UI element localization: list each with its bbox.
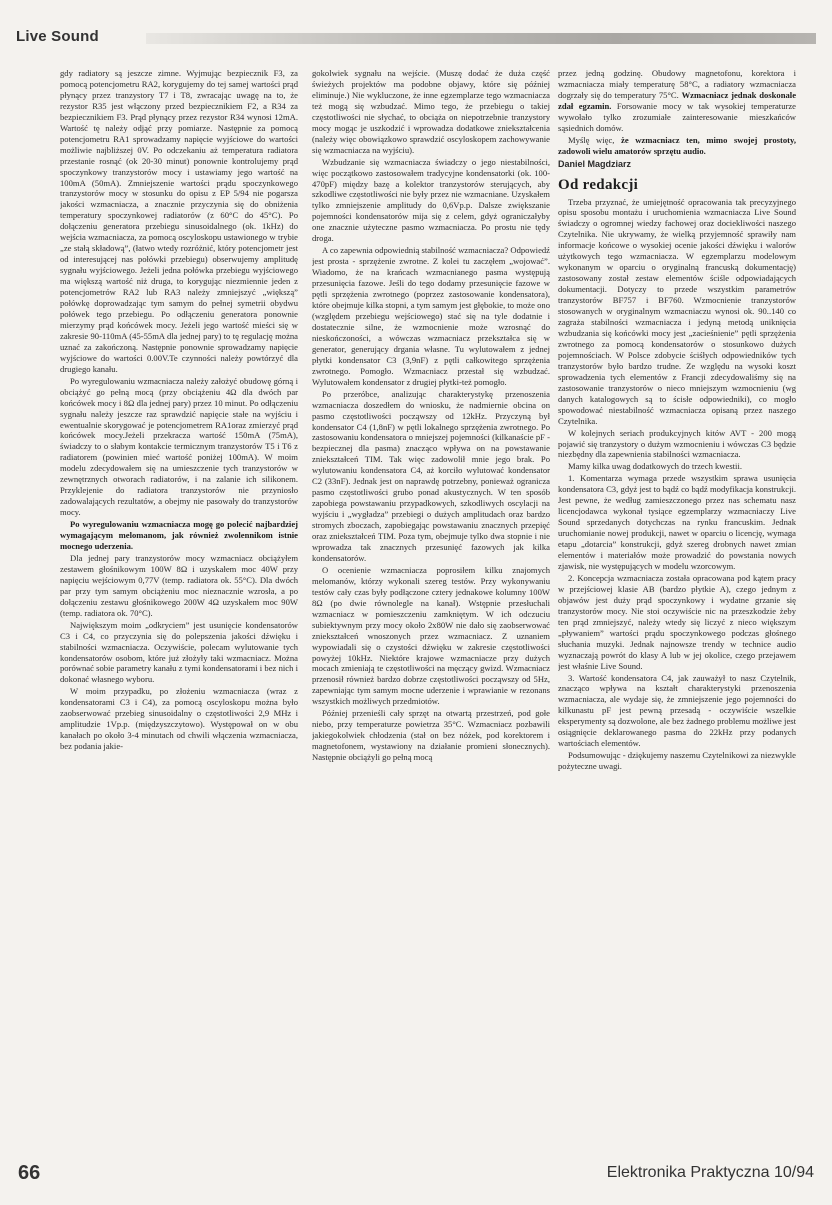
paragraph: O ocenienie wzmacniacza poprosiłem kilku znajomych melomanów, którzy wykonali szereg testów. Przy wykonywaniu testów cały czas były podłączone cztery jednakowe kolumny 100W 8Ω (po dwie równolegle na kanał). Wstępnie przesłuchali wzmacniacz w pomieszczeniu zamkniętym. W ich odczuciu subiektywnym przy mocy około 2x80W nie dało się zaobserwować zniekształceń wnoszonych przez wzmacniacz. Z uznaniem wypowiadali się o czystości dźwięku w zakresie częstotliwości powyżej 10kHz. Niektóre krajowe wzmacniacze przy dużych mocach zmieniają te częstotliwości na męczący gwizd. Wzmacniacz przenosił również bardzo dobrze częstotliwości począwszy od 5Hz, zapewniając tym samym mocne uderzenie i wprawianie w rezonans wszystkich możliwych przedmiotów. <box>312 564 550 707</box>
bold-span: Wzmacniacz jednak doskonale zdał egzamin. <box>558 89 796 111</box>
paragraph: Podsumowując - dziękujemy naszemu Czytelnikowi za niezwykle pożyteczne uwagi. <box>558 750 796 772</box>
paragraph <box>558 68 796 134</box>
paragraph: Po wyregulowaniu wzmacniacza należy założyć obudowę górną i obciążyć go pełną mocą (przy obciążeniu 4Ω dla dwóch par końcówek mocy i 8Ω dla jednej pary) przez 10 minut. Po odłączeniu sygnału należy jeszcze raz sprawdzić napięcie stałe na wyjściu i ewentualnie skorygować je potencjometrem RA1oraz zmierzyć prąd końcówek mocy.Jeżeli przekracza wartość 150mA (75mA), świadczy to o słabym kontakcie termicznym tranzystorów T5 i T6 z radiatorem (powinien mieć wartość poniżej 100mA). W moim modelu zdecydowałem się na umieszczenie tych tranzystorów w zewnętrznych otworach radiatorów, i na zalanie ich silikonem. Przyklejenie do radiatora tranzystorów nie przyniosło zadowalających rezultatów, a obejmy nie pasowały do tranzystorów mocy. <box>60 375 298 518</box>
text-span: przez jedną godzinę. Obudowy magnetofonu, korektora i wzmacniacza miały temperaturę 58°C, a radiatory wzmacniacza dogrzały się do temperatury 75°C. <box>558 68 796 100</box>
paragraph: Po przeróbce, analizując charakterystykę przenoszenia wzmacniacza doszedłem do wniosku, że nadmiernie obcina on pasmo częstotliwości począwszy od 12kHz. Przyczyną był kondensator C4 (1,8nF) w pętli lokalnego sprzężenia zwrotnego. Po zastosowaniu kondensatora o mniejszej pojemności (kilkanaście pF - bezpiecznej dla pasma) znacząco wpływa on na powstawanie zniekształceń TIM. Tak więc zadowolił mnie jego brak. Po wylutowaniu kondensatora C4, aż korciło wylutować kondensator C2 (33nF). Jednak jest on naprawdę potrzebny, ponieważ ogranicza pasmo częstotliwości grubo ponad akustycznych. W ten sposób zapobiega powstawaniu przypadkowych, szkodliwych oscylacji na wyjściu i „wygładza” przebiegi o dużych amplitudach oraz bardzo stromych zboczach, zapobiegając powstawaniu znacznych przepięć oraz zniekształceń TIM. Poza tym, obejmuje tylko dwa stopnie i nie wprowadza tak znacznych przesunięć fazowych jak kilka kondensatorów. <box>312 388 550 563</box>
page-header <box>16 28 816 48</box>
paragraph: 1. Komentarza wymaga przede wszystkim sprawa usunięcia kondensatora C3, gdyż jest to bądź co bądź modyfikacja konstrukcji. Jest pewne, że według zamieszczonego przez nas schematu nasz licencjodawca wykonał tysiące egzemplarzy wzmacniaczy Live Sound sprzedanych dotychczas na rynku francuskim. Jednak uruchomianie nowej produkcji, nawet w oparciu o licencję, wymaga etapu „dotarcia” konstrukcji, gdyż szereg drobnych nawet zmian elementów i materiałów może prowadzić do powstania nowych zjawisk, nie występujących w modelu wzorcowym. <box>558 473 796 571</box>
paragraph: W kolejnych seriach produkcyjnych kitów AVT - 200 mogą pojawić się tranzystory o dużym wzmocnieniu i wówczas C3 będzie niezbędny dla zapewnienia stabilności wzmacniacza. <box>558 427 796 460</box>
paragraph: A co zapewnia odpowiednią stabilność wzmacniacza? Odpowiedź jest prosta - sprzężenie zwrotne. Z kolei tu zaczęłem „wojować”. Wiadomo, że na krańcach wzmacnianego pasma występują przesunięcia fazowe. Jeśli do tego dodamy przesunięcie fazowe w pętli sprzężenia zwrotnego (poprzez zastosowanie kondensatora), które obejmuje kilka stopni, a tym samym jest głębokie, to może ono (względem przebiegu wejściowego) stać się na tyle dodatnie i dostatecznie silne, że wzmocnienie może wzrosnąć do nieskończoności, a wówczas wzmacniacz przekształca się w generator, generujący drgania własne. Tu wylutowałem z jednej płytki kondensator C3 (3,9nF) z pętli całkowitego sprzężenia zwrotnego. Pomogło. Wzmacniacz przestał się wzbudzać. Wylutowałem kondensator z drugiej płytki-też pomogło. <box>312 245 550 387</box>
page-number: 66 <box>18 1162 41 1184</box>
paragraph: Wzbudzanie się wzmacniacza świadczy o jego niestabilności, więc początkowo zastosowałem tradycyjne kondensatorki (ok. 100-470pF) między bazę a kolektor tranzystorów sterujących, aby szkodliwe częstotliwości nie były przez nie wzmacniane. Uzyskałem tylko zmniejszenie amplitudy do 0,6Vp.p. Dalsze zwiększanie pojemności kondensatorów mija się z celem, gdyż ograniczałyby one znacznie użyteczne pasmo wzmacniacza. Po prostu nie tędy droga. <box>312 156 550 244</box>
text-span: Myślę więc, <box>568 134 615 145</box>
paragraph: Trzeba przyznać, że umiejętność opracowania tak precyzyjnego opisu sposobu montażu i uruchomienia wzmacniacza Live Sound świadczy o ogromnej wiedzy fachowej oraz dociekliwości naszego Czytelnika. Nie ukrywamy, że wielką przyjemność sprawiły nam informacje końcowe o wysokiej ocenie jakości dźwięku i walorów użytkowych tego wzmacniacza. W egzemplarzu modelowym wykonanym w oparciu o oryginalną francuską dokumentację) zastosowany został zestaw elementów ściśle odpowiadających dokumentacji. Dotyczy to przede wszystkim parametrów tranzystorów BF757 i BF760. Wzmocnienie tranzystorów stosowanych w oryginalnym wzmacniaczu wynosi ok. 90..140 co zagraża stabilności wzmacniacza i jedyną metodą uniknięcia wzbudzania się końcówki mocy jest „zacieśnienie” pętli sprzężenia zwrotnego za pomocą kondensatorów o stosunkowo dużych pojemnościach. W Polsce zdobycie ściśłych odpowiedników tych tranzystorów było bardzo trudne. Ze względu na wysoki koszt sprowadzenia tych elementów z Francji zdecydowaliśmy się na zastosowanie tranzystorów o nieco mniejszym wzmocnieniu (wg danych katalogowych są to ścisłe odpowiedniki), co mogło spowodować niestabilność wzmacniacza opisaną przez naszego Czytelnika. <box>558 196 796 426</box>
paragraph: 2. Koncepcja wzmacniacza została opracowana pod kątem pracy w przejściowej klasie AB (bardzo płytkie A), czego jednym z objawów jest duży prąd spoczynkowy i wydatne grzanie się tranzystorów mocy. Nie stoi oczywiście nic na przeszkodzie żeby ten prąd zmniejszyć, należy wtedy się liczyć z nieco większym „pływaniem” wartości prądu spoczynkowego podczas głośnego słuchania muzyki. Jednak najnowsze trendy w technice audio wyznaczają powrót do klasy A lub w jej okolice, czego przejawem jest właśnie Live Sound. <box>558 572 796 671</box>
paragraph: Dla jednej pary tranzystorów mocy wzmacniacz obciążyłem zestawem głośnikowym 100W 8Ω i uzyskałem moc 40W przy napięciu wejściowym 0,77V (temp. radiatora ok. 55°C). Dla dwóch par przy tym samym obciążeniu moc nieznacznie wzrosła, a po dołączeniu zestawu głośnikowego 200W 4Ω uzyskałem moc 90W (temp. radiatora ok. 70°C). <box>60 552 298 618</box>
highlight-paragraph: Po wyregulowaniu wzmacniacza mogę go polecić najbardziej wymagającym melomanom, jak również zwolennikom istnie mocnego uderzenia. <box>60 519 298 551</box>
paragraph: gdy radiatory są jeszcze zimne. Wyjmując bezpiecznik F3, za pomocą potencjometru RA2, korygujemy do tej samej wartości prąd płynący przez tranzystory T7 i T8, zwracając uwagę na to, że rezystor R35 jest włączony przed bezpiecznikiem F2, a R34 za bezpiecznikiem F3. Prąd płynący przez rezystor R34 wynosi 12mA. Wartość tę należy odjąć przy pomiarze. Następnie za pomocą potencjometru RA1 sprowadzamy napięcie wyjściowe do wartości możliwie najbliższej 0V. Po odczekaniu aż temperatura radiatora przestanie rosnąć (ok 20-30 minut) ponownie kontrolujemy prąd spoczynkowy tranzystorów mocy i ustawiamy jego wartość na 100mA (50mA). Zmniejszenie wartości prądu spoczynkowego tranzystorów mocy w stosunku do opisu z EP 5/94 nie pogarsza jakości wzmacniacza, a znacznie przyczynia się do obniżenia temperatury spoczynkowej radiatorów (z 60°C do 45°C). Po dołączeniu generatora przebiegu sinusoidalnego (ok. 1kHz) do wejścia wzmacniacza, za pomocą oscyloskopu ustawionego w trybie „ze stałą składową”, (łatwo wtedy rozróżnić, który potencjometr jest od interesującej nas połówki przebiegu) obserwujemy amplitudę sygnału wyjściowego. Jeżeli jedna połówka przebiegu wyjściowego ma większą wartość niż druga, to korygując niezmiennie jeden z potencjometrów RA2 lub RA3 należy zmniejszyć „większą” połówkę doprowadzając tym samym do pełnej symetrii obydwu połówek tego przebiegu. Po odłączeniu generatora ponownie mierzymy prąd końcówek mocy. Jeżeli jego wartość mieści się w zakresie 90-110mA (45-55mA dla jednej pary) to tę regulację można uznać za zakończoną. Następnie ponownie sprowadzamy napięcie wyjściowe do wartości 0.00V.Te czynności należy powtórzyć dla drugiego kanału. <box>60 68 298 374</box>
column-3 <box>558 68 796 1143</box>
paragraph: gokolwiek sygnału na wejście. (Muszę dodać że duża część świeżych projektów ma podobne objawy, które się później eliminuje.) Nie wykluczone, że inne egzemplarze tego wzmacniacza też mogą się wzbudzać. Mimo tego, że przebiegu o takiej częstotliwości nie słychać, to obciąża on niepotrzebnie tranzystory mocy mogąc je uszkodzić i wprowadza dodatkowe zniekształcenia (należy więc obowiązkowo sprawdzić oscyloskopem zachowywanie się wzmacniacza na wyjściu). <box>312 68 550 155</box>
bold-span: że wzmacniacz ten, mimo swojej prostoty, zadowoli wielu amatorów sprzętu audio. <box>558 134 796 156</box>
paragraph: Mamy kilka uwag dodatkowych do trzech kwestii. <box>568 461 742 472</box>
paragraph: Później przenieśli cały sprzęt na otwartą przestrzeń, pod gołe niebo, przy temperaturze powietrza 35°C. Wzmacniacz pozbawili jakiegokolwiek chłodzenia (stał on bez nóżek, pod korektorem i magnetofonem, wystawiony na działanie promieni słonecznych). Następnie obciążyli go pełną mocą <box>312 708 550 763</box>
column-2 <box>312 68 550 1143</box>
paragraph: Największym moim „odkryciem” jest usunięcie kondensatorów C3 i C4, co przyczynia się do polepszenia jakości dźwięku i stabilności wzmacniacza. Oczywiście, polecam wylutowanie tych kondensatorów osobom, które już złożyły taki wzmacniacz. Można porównać sobie parametry kanału z tymi kondensatorami i bez nich i dokonać własnego wyboru. <box>60 619 298 685</box>
paragraph: 3. Wartość kondensatora C4, jak zauważył to nasz Czytelnik, znacząco wpływa na kształt charakterystyki przenoszenia wzmacniacza, ale wydaje się, że zmniejszenie jego pojemności do kilkunastu pF jest pewną przesadą - oczywiście wszelkie eksperymenty są dozwolone, ale bez żadnego problemu możliwe jest osiągnięcie deklarowanego pasma do 22kHz przy podanych wartościach elementów. <box>558 672 796 749</box>
paragraph <box>558 135 796 157</box>
author-name: Daniel Magdziarz <box>558 158 632 169</box>
text-span: Forsowanie mocy w tak wysokiej temperaturze wywołało tylko zrozumiałe zainteresowanie mieszkańców sąsiednich domów. <box>558 100 796 133</box>
section-title: Live Sound <box>16 28 99 45</box>
magazine-issue: Elektronika Praktyczna 10/94 <box>606 1164 814 1181</box>
section-subheading: Od redakcji <box>558 176 639 193</box>
paragraph: W moim przypadku, po złożeniu wzmacniacza (wraz z kondensatorami C3 i C4), za pomocą oscyloskopu można było zaobserwować przebieg sinusoidalny o częstotliwości 2,9 MHz i amplitudzie 1Vp.p. (międzyszczytowo). Występował on w obu kanałach po około 3-4 minutach od chwili włączenia wzmacniacza, bez podania jakie- <box>60 686 298 752</box>
header-bar <box>146 33 816 44</box>
column-1 <box>60 68 298 1143</box>
